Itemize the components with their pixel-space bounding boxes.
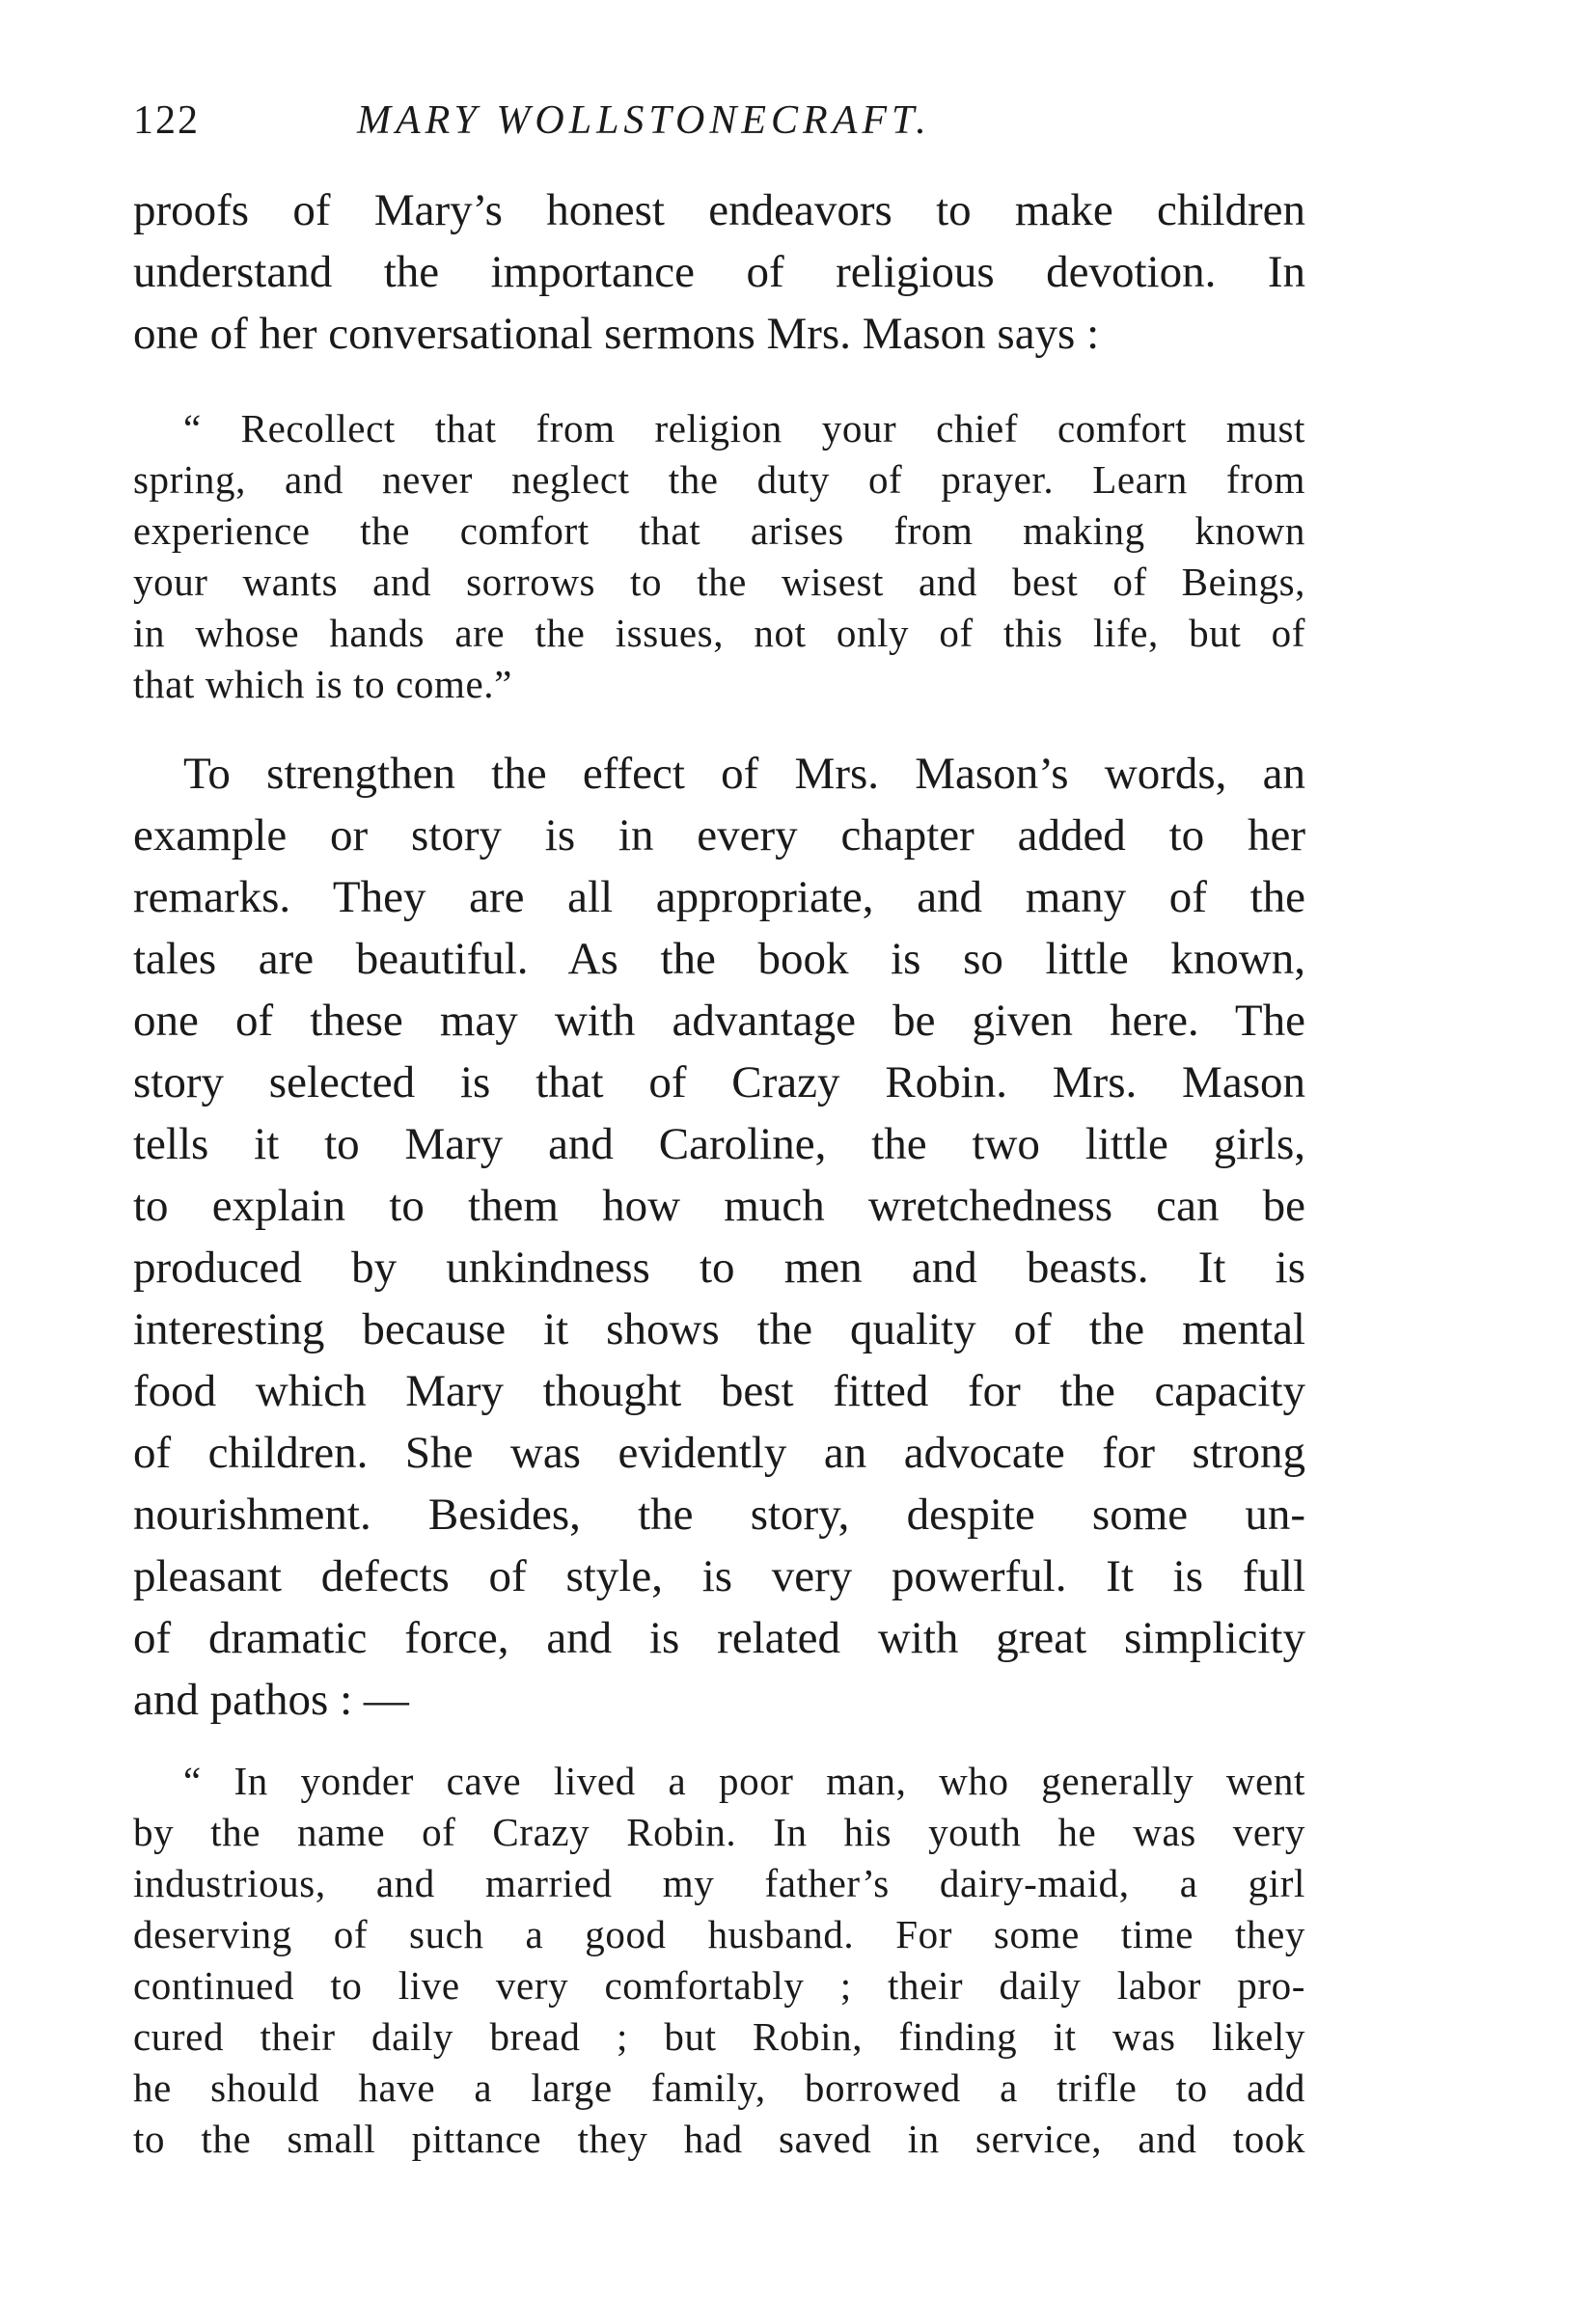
text-line: tells it to Mary and Caroline, the two little girls, [133,1119,1305,1169]
text-line: produced by unkindness to men and beasts. It is [133,1243,1305,1293]
text-line: one of her conversational sermons Mrs. Mason says : [133,309,1100,359]
paragraph-2 [133,743,1305,1731]
block-quote-2 [133,1756,1305,2165]
quote-line: industrious, and married my father’s dairy-maid, a girl [133,1861,1305,1905]
quote-line: spring, and never neglect the duty of prayer. Learn from [133,457,1305,502]
quote-line: “ Recollect that from religion your chief comfort must [183,406,1305,451]
quote-line: deserving of such a good husband. For some time they [133,1912,1305,1956]
block-quote-1 [133,403,1305,710]
text-line: proofs of Mary’s honest endeavors to make children [133,185,1305,235]
text-line: interesting because it shows the quality of the mental [133,1304,1305,1354]
quote-line: continued to live very comfortably ; their daily labor pro- [133,1963,1305,2008]
quote-line: that which is to come.” [133,662,512,706]
quote-line: to the small pittance they had saved in service, and took [133,2117,1305,2161]
quote-line: cured their daily bread ; but Robin, finding it was likely [133,2014,1305,2059]
text-line: example or story is in every chapter added to her [133,810,1305,861]
text-line: story selected is that of Crazy Robin. Mrs. Mason [133,1057,1305,1107]
quote-line: in whose hands are the issues, not only of this life, but of [133,611,1305,655]
text-line: one of these may with advantage be given here. The [133,996,1305,1046]
text-line: understand the importance of religious devotion. In [133,247,1305,297]
text-line: of dramatic force, and is related with great simplicity [133,1613,1305,1663]
quote-line: by the name of Crazy Robin. In his youth he was very [133,1810,1305,1854]
text-line: remarks. They are all appropriate, and many of the [133,872,1305,922]
quote-line: he should have a large family, borrowed a trifle to add [133,2065,1305,2110]
text-line: and pathos : — [133,1675,409,1725]
text-line: to explain to them how much wretchedness can be [133,1181,1305,1231]
running-header [133,87,1305,154]
quote-line: “ In yonder cave lived a poor man, who generally went [183,1759,1305,1803]
paragraph-1 [133,179,1305,365]
text-line: of children. She was evidently an advocate for strong [133,1428,1305,1478]
text-line: To strengthen the effect of Mrs. Mason’s words, an [183,749,1305,799]
text-line: pleasant defects of style, is very powerful. It is full [133,1551,1305,1601]
quote-line: experience the comfort that arises from making known [133,508,1305,553]
text-line: food which Mary thought best fitted for the capacity [133,1366,1305,1416]
text-line: nourishment. Besides, the story, despite some un- [133,1490,1305,1540]
quote-line: your wants and sorrows to the wisest and best of Beings, [133,560,1305,604]
text-line: tales are beautiful. As the book is so little known, [133,934,1305,984]
page-number: 122 [133,98,200,143]
running-title: MARY WOLLSTONECRAFT. [357,98,931,143]
